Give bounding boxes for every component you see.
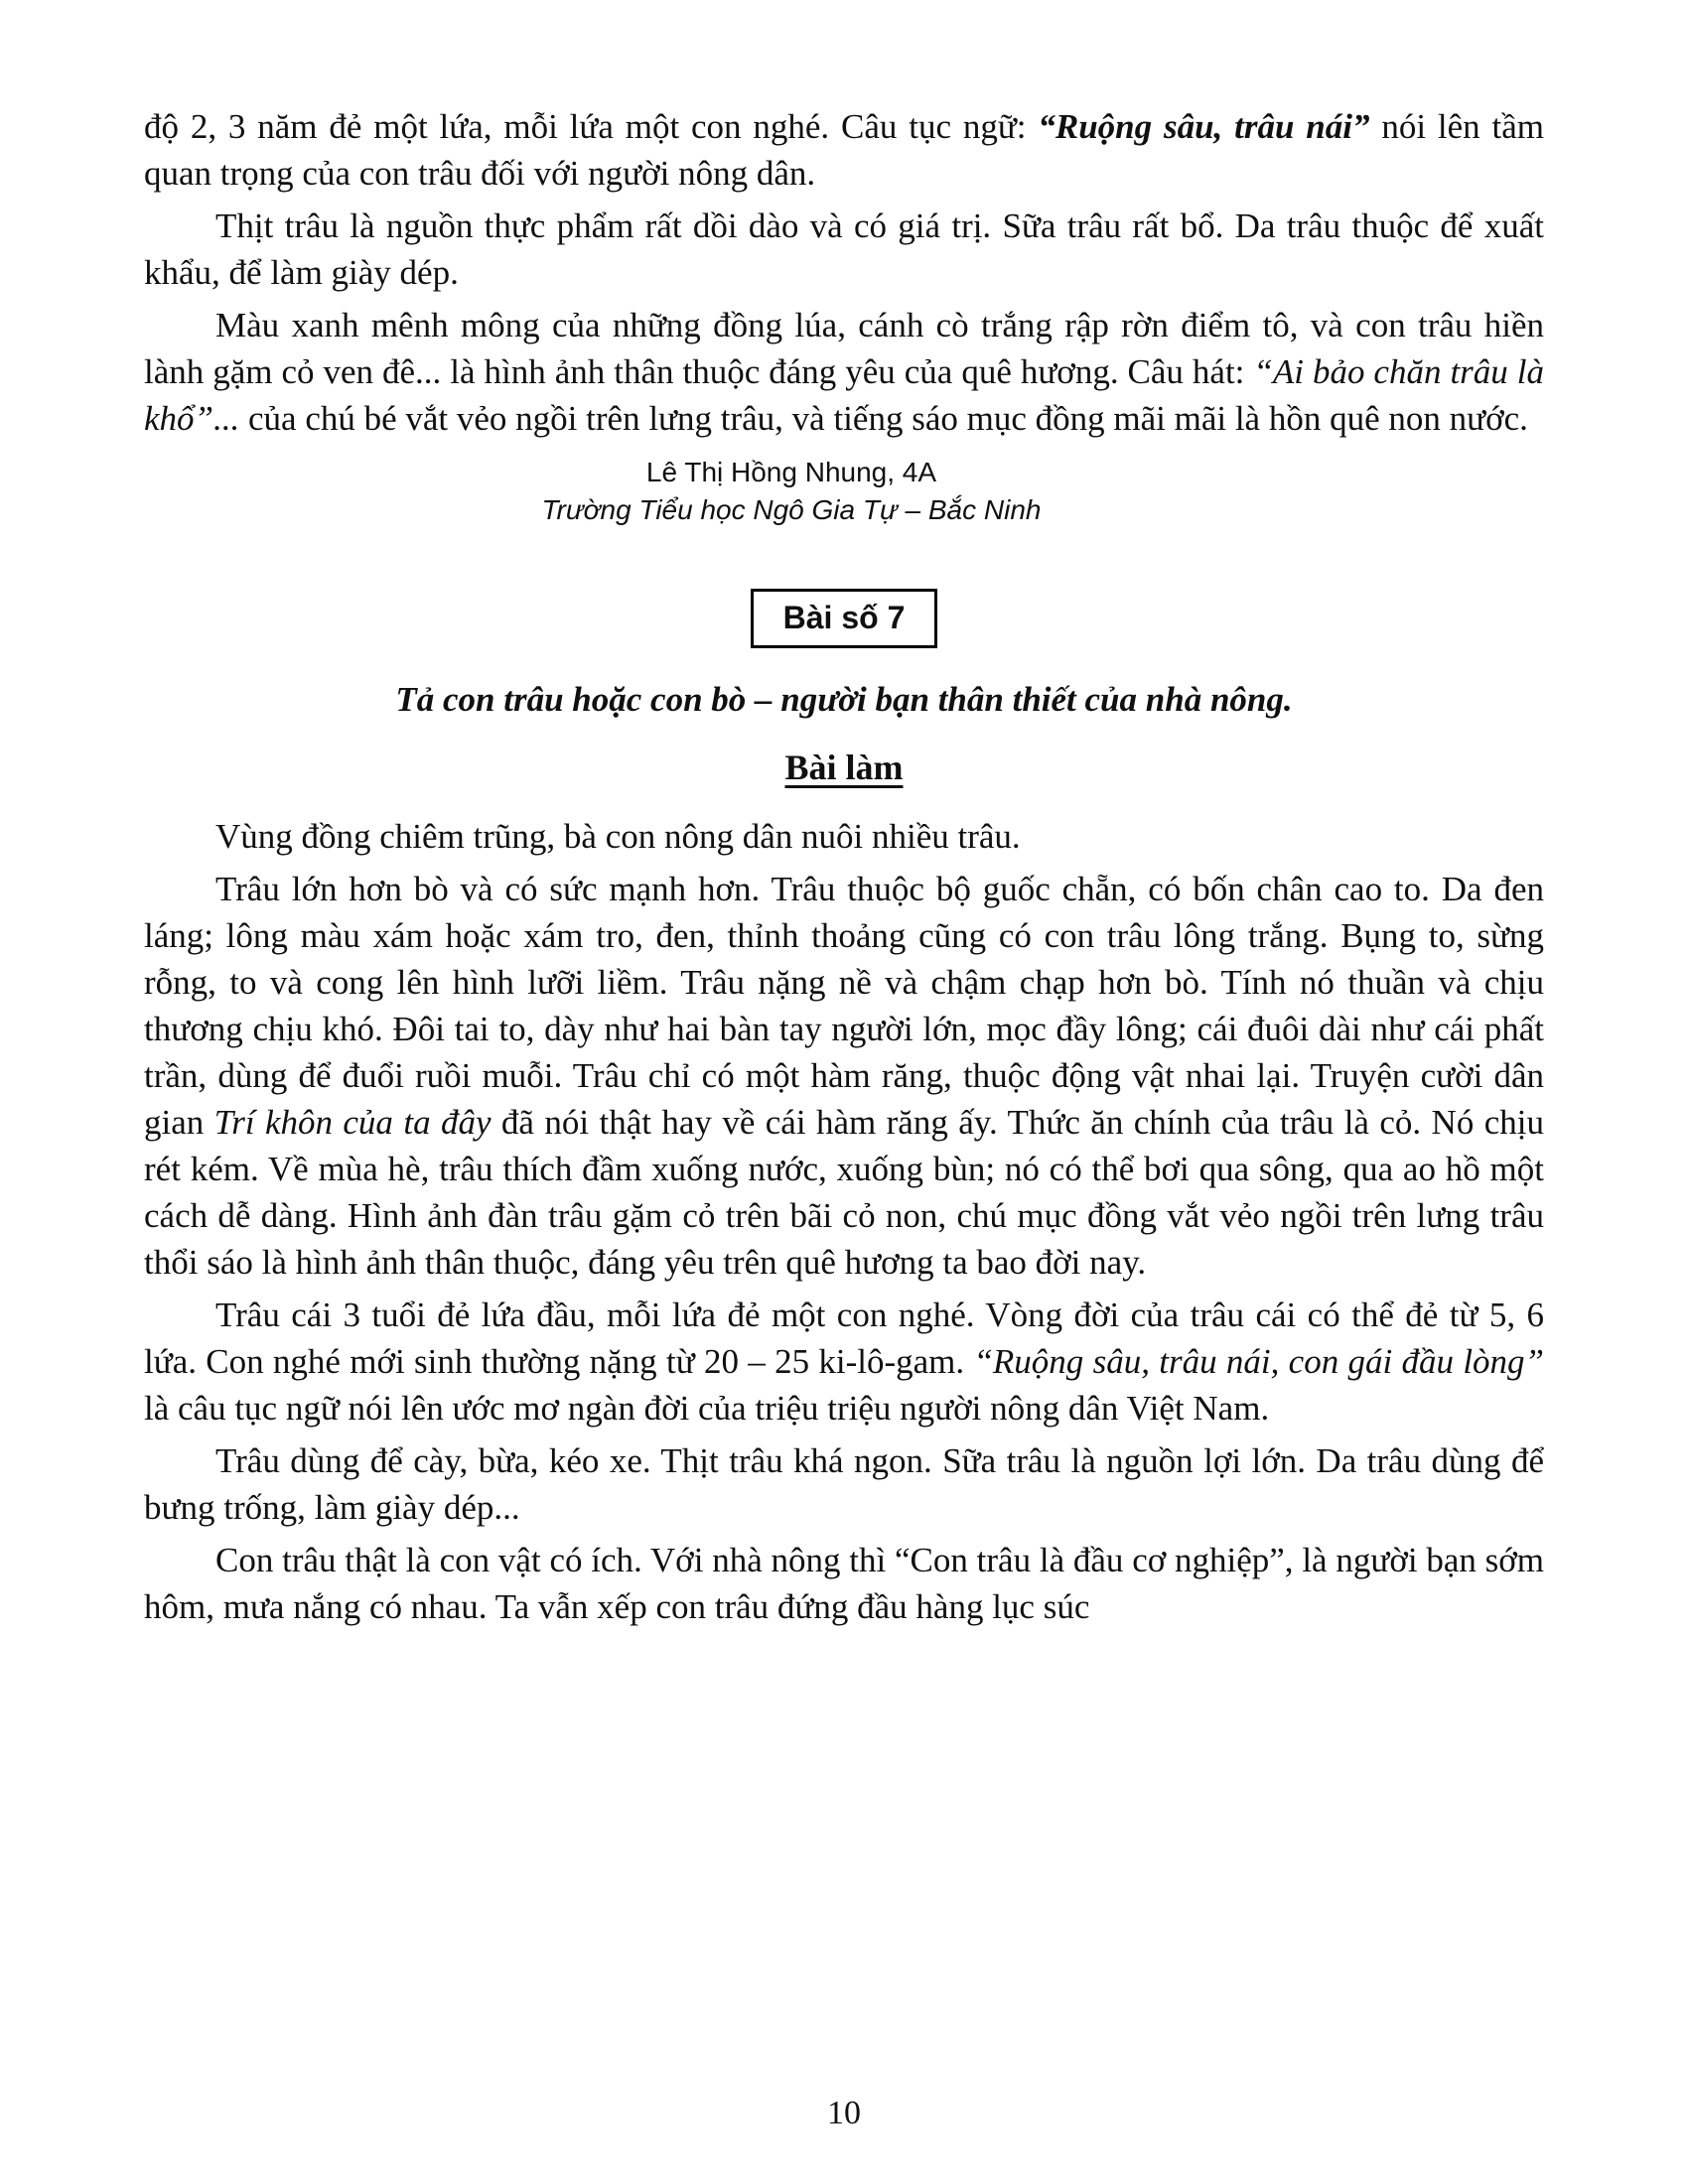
- text-run-bold-italic: “Ruộng sâu, trâu nái”: [1038, 107, 1370, 146]
- exercise-box-row: [144, 589, 1544, 648]
- paragraph-continuation: [144, 103, 1544, 197]
- text-run: Trâu lớn hơn bò và có sức mạnh hơn. Trâu thuộc bộ guốc chẵn, có bốn chân cao to. Da đen láng; lông màu xám hoặc xám tro, đen, thỉnh thoảng cũng có con trâu lông trắng. Bụng to, sừng rỗng, to và cong lên hình lưỡi liềm. Trâu nặng nề và chậm chạp hơn bò. Tính nó thuần và chịu thương chịu khó. Đôi tai to, dày như hai bàn tay người lớn, mọc đầy lông; cái đuôi dài như cái phất trần, dùng để đuổi ruồi muỗi. Trâu chỉ có một hàm răng, thuộc động vật nhai lại. Truyện cười dân gian: [144, 870, 1544, 1142]
- text-run: Thịt trâu là nguồn thực phẩm rất dồi dào và có giá trị. Sữa trâu rất bổ. Da trâu thuộc để xuất khẩu, để làm giày dép.: [144, 206, 1544, 292]
- document-body: [144, 103, 1544, 1630]
- text-run-italic: Trí khôn của ta đây: [213, 1103, 492, 1142]
- text-run-italic: “Ai bảo chăn trâu là khổ”...: [144, 352, 1544, 438]
- text-run: nói lên tầm quan trọng của con trâu đối với người nông dân.: [144, 107, 1544, 193]
- paragraph: [144, 1292, 1544, 1432]
- text-run: là câu tục ngữ nói lên ước mơ ngàn đời của triệu triệu người nông dân Việt Nam.: [144, 1389, 1270, 1428]
- text-run: Vùng đồng chiêm trũng, bà con nông dân nuôi nhiều trâu.: [215, 817, 1021, 856]
- essay-prompt: [144, 676, 1544, 723]
- text-run: Trâu cái 3 tuổi đẻ lứa đầu, mỗi lứa đẻ một con nghé. Vòng đời của trâu cái có thể đẻ từ 5, 6 lứa. Con nghé mới sinh thường nặng từ 20 – 25 ki-lô-gam.: [144, 1296, 1544, 1381]
- author-school: [144, 491, 1544, 529]
- text-run: độ 2, 3 năm đẻ một lứa, mỗi lứa một con nghé. Câu tục ngữ:: [144, 107, 1039, 146]
- text-run: Màu xanh mênh mông của những đồng lúa, cánh cò trắng rập rờn điểm tô, và con trâu hiền lành gặm cỏ ven đê... là hình ảnh thân thuộc đáng yêu của quê hương. Câu hát:: [144, 306, 1544, 391]
- paragraph: [144, 203, 1544, 296]
- paragraph: [144, 813, 1544, 860]
- text-run-italic: “Ruộng sâu, trâu nái, con gái đầu lòng”: [973, 1342, 1545, 1381]
- text-run: của chú bé vắt vẻo ngồi trên lưng trâu, và tiếng sáo mục đồng mãi mãi là hồn quê non nước.: [239, 399, 1528, 438]
- paragraph: [144, 302, 1544, 442]
- paragraph: [144, 1437, 1544, 1531]
- essay-heading: [144, 745, 1544, 791]
- text-run: đã nói thật hay về cái hàm răng ấy. Thức ăn chính của trâu là cỏ. Nó chịu rét kém. Về mùa hè, trâu thích đầm xuống nước, xuống bùn; nó có thể bơi qua sông, qua ao hồ một cách dễ dàng. Hình ảnh đàn trâu gặm cỏ trên bãi cỏ non, chú mục đồng vắt vẻo ngồi trên lưng trâu thổi sáo là hình ảnh thân thuộc, đáng yêu trên quê hương ta bao đời nay.: [144, 1103, 1544, 1282]
- text-run: Lê Thị Hồng Nhung, 4A: [645, 457, 937, 487]
- author-name: [144, 454, 1544, 491]
- text-run: Con trâu thật là con vật có ích. Với nhà nông thì “Con trâu là đầu cơ nghiệp”, là người bạn sớm hôm, mưa nắng có nhau. Ta vẫn xếp con trâu đứng đầu hàng lục súc: [144, 1541, 1544, 1626]
- text-run: Tả con trâu hoặc con bò – người bạn thân thiết của nhà nông.: [395, 680, 1293, 719]
- exercise-number: Bài số 7: [751, 589, 938, 648]
- text-run: Bài làm: [784, 748, 904, 787]
- paragraph: [144, 1537, 1544, 1630]
- text-run: Trường Tiểu học Ngô Gia Tự – Bắc Ninh: [541, 494, 1042, 525]
- paragraph: [144, 866, 1544, 1286]
- page-number: 10: [827, 2095, 861, 2131]
- text-run: Trâu dùng để cày, bừa, kéo xe. Thịt trâu khá ngon. Sữa trâu là nguồn lợi lớn. Da trâu dùng để bưng trống, làm giày dép...: [144, 1441, 1544, 1527]
